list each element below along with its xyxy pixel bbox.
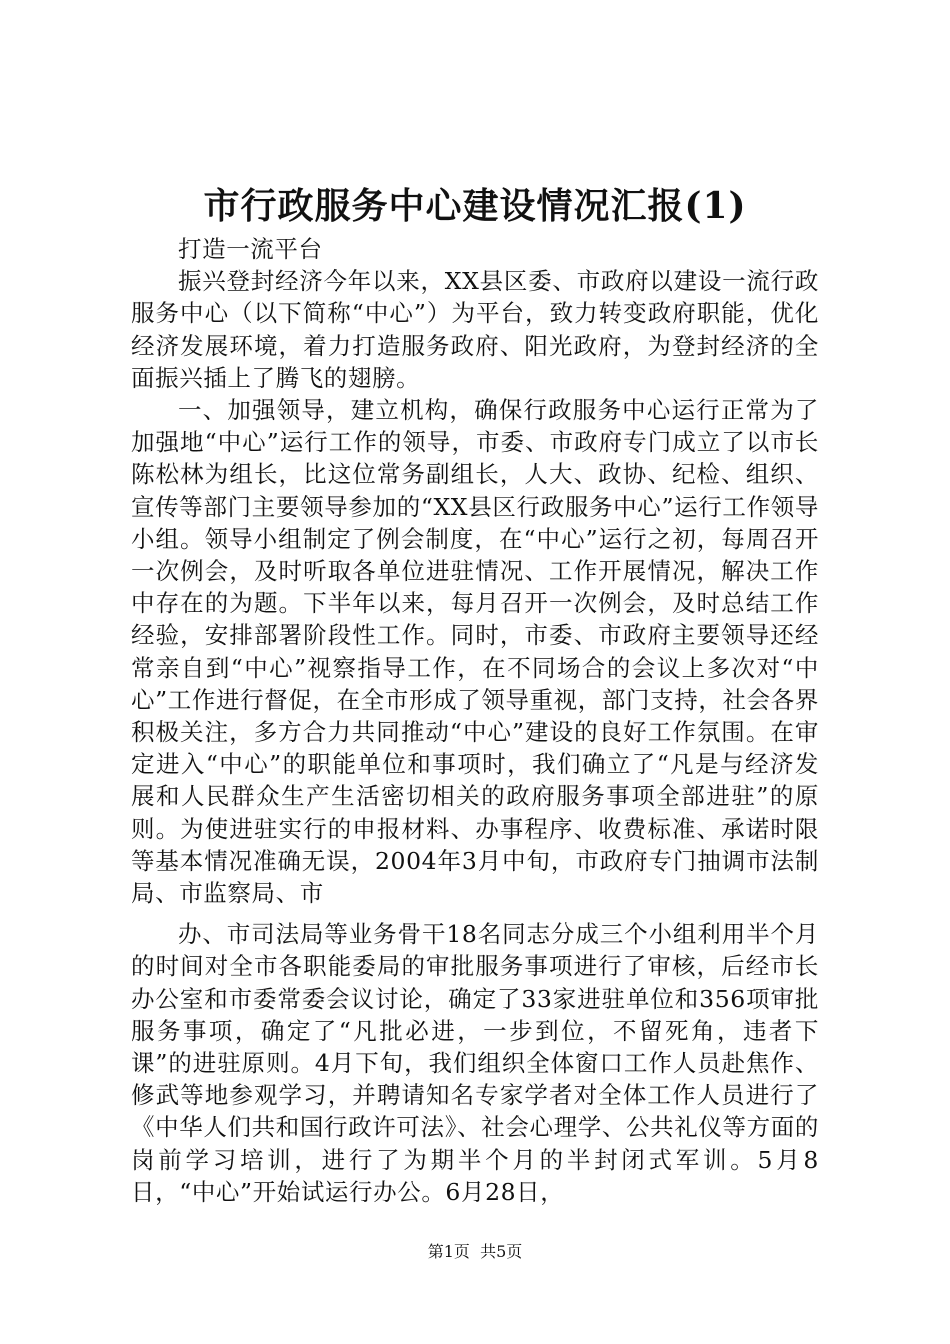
paragraph-subtitle: 打造一流平台 [178, 235, 323, 263]
page-total: 共5页 [480, 1242, 523, 1261]
document-title: 市行政服务中心建设情况汇报(1) [203, 185, 747, 227]
document-body [131, 233, 819, 1208]
page-number: 第1页 [427, 1242, 470, 1261]
paragraph-intro: 振兴登封经济今年以来，XX县区委、市政府以建设一流行政服务中心（以下简称“中心”）为平台，致力转变政府职能，优化经济发展环境，着力打造服务政府、阳光政府，为登封经济的全面振兴插上了腾飞的翅膀。 [131, 267, 819, 392]
paragraph-section-one: 一、加强领导，建立机构，确保行政服务中心运行正常为了加强地“中心”运行工作的领导，市委、市政府专门成立了以市长陈松林为组长，比这位常务副组长，人大、政协、纪检、组织、宣传等部门主要领导参加的“XX县区行政服务中心”运行工作领导小组。领导小组制定了例会制度，在“中心”运行之初，每周召开一次例会，及时听取各单位进驻情况、工作开展情况，解决工作中存在的为题。下半年以来，每月召开一次例会，及时总结工作经验，安排部署阶段性工作。同时，市委、市政府主要领导还经常亲自到“中心”视察指导工作，在不同场合的会议上多次对“中心”工作进行督促，在全市形成了领导重视，部门支持，社会各界积极关注，多方合力共同推动“中心”建设的良好工作氛围。在审定进入“中心”的职能单位和事项时，我们确立了“凡是与经济发展和人民群众生产生活密切相关的政府服务事项全部进驻”的原则。为使进驻实行的申报材料、办事程序、收费标准、承诺时限等基本情况准确无误，2004年3月中旬，市政府专门抽调市法制局、市监察局、市 [131, 396, 819, 908]
page-footer [0, 1241, 950, 1263]
paragraph-continuation: 办、市司法局等业务骨干18名同志分成三个小组利用半个月的时间对全市各职能委局的审批服务事项进行了审核，后经市长办公室和市委常委会议讨论，确定了33家进驻单位和356项审批服务事项，确定了“凡批必进，一步到位，不留死角，违者下课”的进驻原则。4月下旬，我们组织全体窗口工作人员赴焦作、修武等地参观学习，并聘请知名专家学者对全体工作人员进行了《中华人们共和国行政许可法》、社会心理学、公共礼仪等方面的岗前学习培训，进行了为期半个月的半封闭式军训。5月8日，“中心”开始试运行办公。6月28日， [131, 920, 819, 1206]
